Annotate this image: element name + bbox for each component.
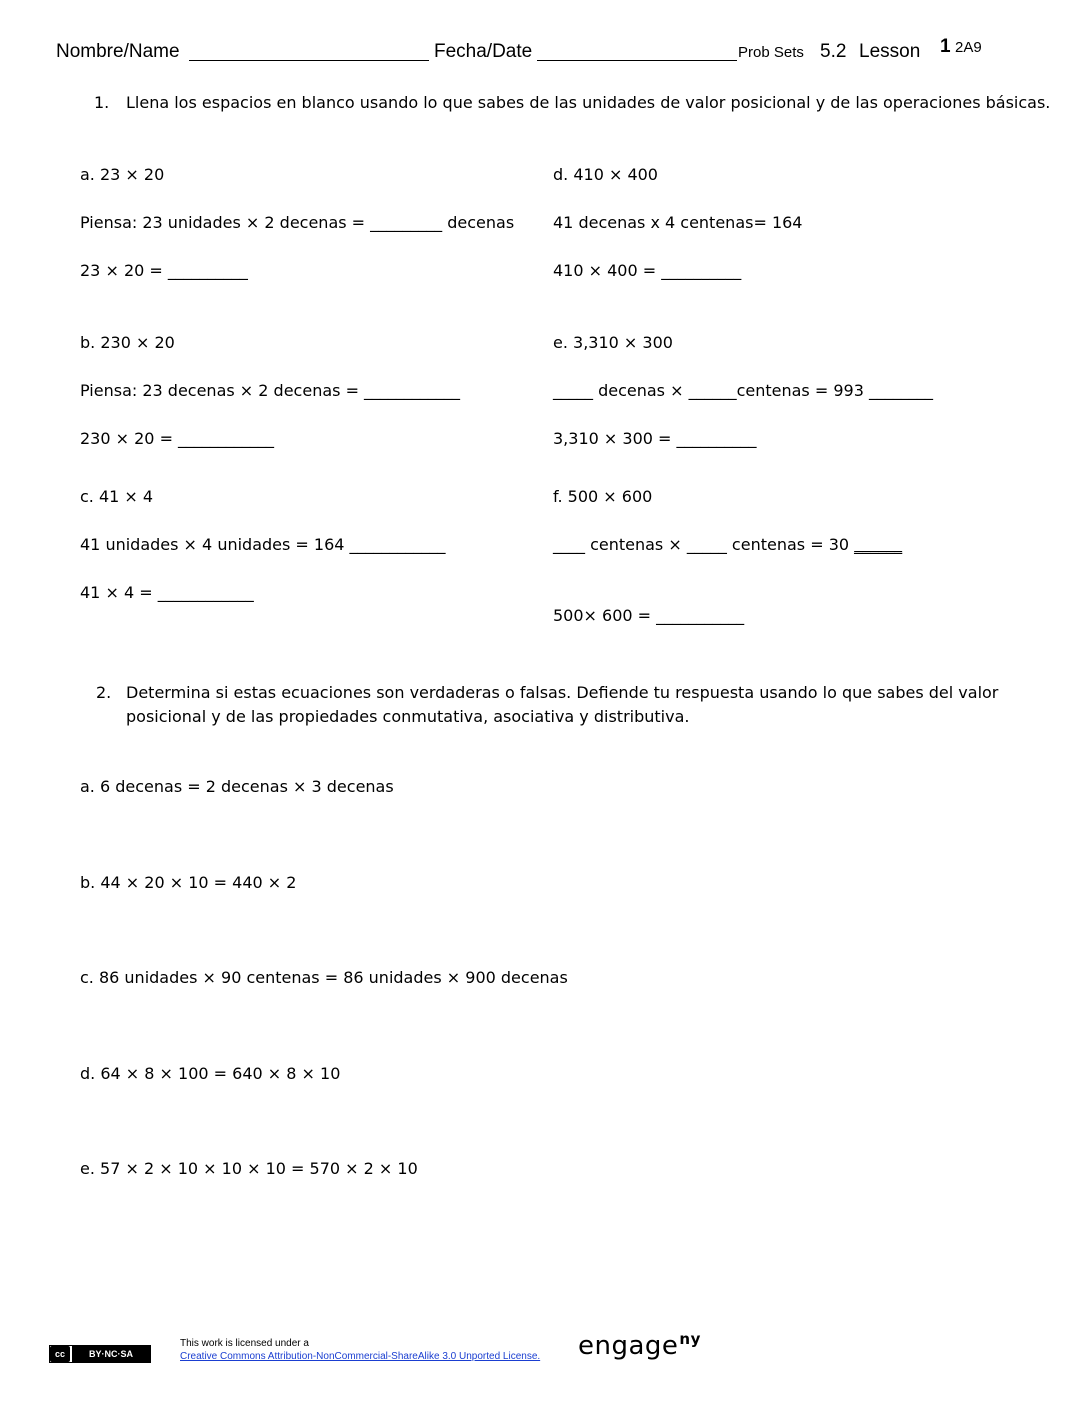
q1b-line2: 230 × 20 = ____________ (80, 429, 275, 448)
cc-badge-text: BY·NC·SA (72, 1346, 150, 1362)
q1a-title: a. 23 × 20 (80, 165, 165, 184)
q1-prompt: Llena los espacios en blanco usando lo que sabes de las unidades de valor posicional y de las operaciones básicas. (126, 93, 1051, 112)
name-field[interactable] (189, 42, 429, 61)
grade-label: 5.2 (820, 41, 847, 62)
q2-item-e: e. 57 × 2 × 10 × 10 × 10 = 570 × 2 × 10 (80, 1159, 418, 1178)
q2-item-b: b. 44 × 20 × 10 = 440 × 2 (80, 873, 297, 892)
engageny-logo-text: engage (578, 1331, 679, 1361)
q2-item-d: d. 64 × 8 × 100 = 640 × 8 × 10 (80, 1064, 341, 1083)
q1c-line1: 41 unidades × 4 unidades = 164 ____________ (80, 535, 446, 554)
name-label: Nombre/Name (56, 41, 180, 62)
q1f-line1 (553, 535, 902, 554)
date-label: Fecha/Date (434, 41, 533, 62)
q1c-title: c. 41 × 4 (80, 487, 154, 506)
cc-icon: cc (50, 1346, 70, 1362)
q1f-line1-text: ____ centenas × _____ centenas = 30 (553, 535, 855, 554)
q1b-line1: Piensa: 23 decenas × 2 decenas = ____________ (80, 381, 461, 400)
q1c-line2: 41 × 4 = ____________ (80, 583, 254, 602)
q2-number: 2. (96, 683, 112, 702)
lesson-code: 2A9 (955, 39, 982, 56)
q1f-line1-blank: ______ (854, 535, 903, 554)
q1f-title: f. 500 × 600 (553, 487, 653, 506)
q2-item-c: c. 86 unidades × 90 centenas = 86 unidades × 900 decenas (80, 968, 568, 987)
q1e-line1: _____ decenas × ______centenas = 993 ________ (553, 381, 933, 400)
q1f-line2: 500× 600 = ___________ (553, 606, 745, 625)
q1e-title: e. 3,310 × 300 (553, 333, 673, 352)
q1e-line2: 3,310 × 300 = __________ (553, 429, 757, 448)
prob-sets-label: Prob Sets (738, 44, 804, 61)
q1a-line2: 23 × 20 = __________ (80, 261, 248, 280)
q1d-title: d. 410 × 400 (553, 165, 658, 184)
q1-number: 1. (94, 93, 110, 112)
q2-prompt-line1: Determina si estas ecuaciones son verdaderas o falsas. Defiende tu respuesta usando lo que sabes del valor (126, 683, 999, 702)
q1b-title: b. 230 × 20 (80, 333, 175, 352)
date-field[interactable] (537, 42, 737, 61)
q2-prompt-line2: posicional y de las propiedades conmutativa, asociativa y distributiva. (126, 707, 690, 726)
cc-license-badge[interactable] (49, 1345, 151, 1363)
engageny-logo-sup: ny (679, 1330, 701, 1348)
lesson-label: Lesson (859, 41, 921, 62)
lesson-number: 1 (940, 36, 951, 57)
q1d-line2: 410 × 400 = __________ (553, 261, 742, 280)
q2-item-a: a. 6 decenas = 2 decenas × 3 decenas (80, 777, 394, 796)
q1a-line1: Piensa: 23 unidades × 2 decenas = _________ decenas (80, 213, 515, 232)
engageny-logo (578, 1330, 701, 1361)
q1d-line1: 41 decenas x 4 centenas= 164 (553, 213, 803, 232)
license-link[interactable]: Creative Commons Attribution-NonCommercial-ShareAlike 3.0 Unported License. (180, 1351, 541, 1362)
license-text: This work is licensed under a (180, 1338, 309, 1349)
